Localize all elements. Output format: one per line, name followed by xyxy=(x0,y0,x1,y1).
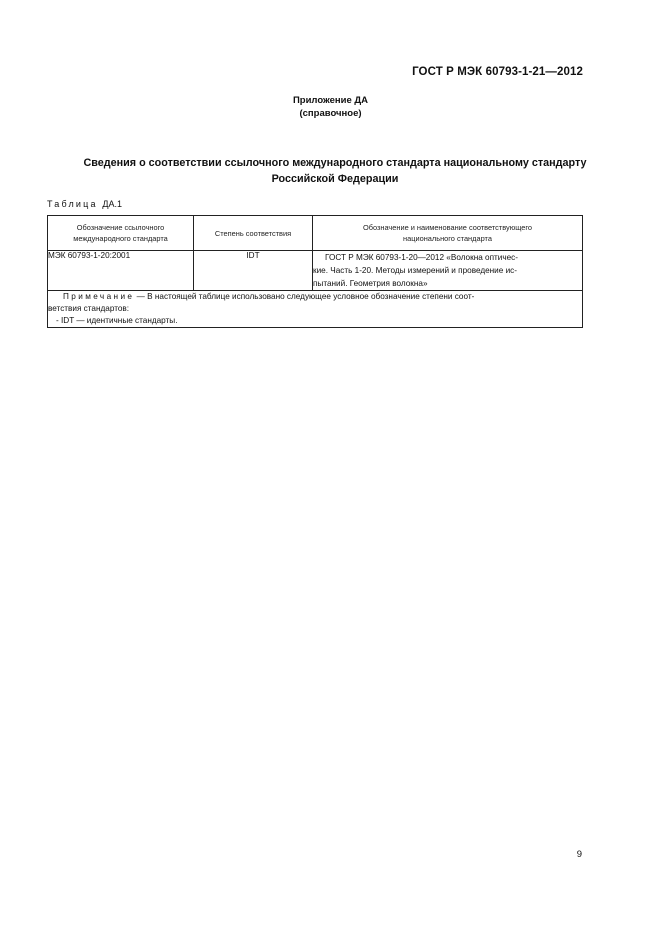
table-row xyxy=(48,251,583,291)
note-item: - IDT — идентичные стандарты. xyxy=(56,316,178,325)
table-note xyxy=(48,291,583,328)
annex-subtitle: (справочное) xyxy=(299,108,362,119)
header-national-standard xyxy=(313,216,583,251)
table-header-row xyxy=(48,216,583,251)
document-code: ГОСТ Р МЭК 60793-1-21—2012 xyxy=(412,66,583,78)
annex-title: Приложение ДА xyxy=(292,95,369,106)
note-label: Примечание xyxy=(63,292,135,301)
section-heading xyxy=(40,155,630,187)
table-caption-number: ДА.1 xyxy=(102,199,123,209)
header-reference-standard xyxy=(48,216,194,251)
page-number: 9 xyxy=(576,849,582,860)
national-line-2: кие. Часть 1-20. Методы измерений и проведение ис- xyxy=(313,266,517,275)
national-line-3: пытаний. Геометрия волокна» xyxy=(313,279,428,288)
cell-reference-standard: МЭК 60793-1-20:2001 xyxy=(48,251,194,291)
national-line-1: ГОСТ Р МЭК 60793-1-20—2012 «Волокна оптичес- xyxy=(325,253,518,262)
section-heading-line-2: Российской Федерации xyxy=(271,173,399,185)
header-national-line-1: Обозначение и наименование соответствующего xyxy=(362,223,533,232)
header-reference-line-1: Обозначение ссылочного xyxy=(76,223,165,232)
cell-national-standard xyxy=(313,251,583,291)
table-caption xyxy=(47,199,122,209)
note-text-1: — В настоящей таблице использовано следующее условное обозначение степени соот- xyxy=(134,292,475,301)
cell-degree: IDT xyxy=(194,251,313,291)
table-note-row xyxy=(48,291,583,328)
section-heading-line-1: Сведения о соответствии ссылочного международного стандарта национальному стандарту xyxy=(83,157,587,169)
header-national-line-2: национального стандарта xyxy=(403,234,492,243)
compliance-table xyxy=(47,215,583,328)
note-text-2: ветствия стандартов: xyxy=(48,304,130,313)
header-reference-line-2: международного стандарта xyxy=(73,234,168,243)
header-degree: Степень соответствия xyxy=(194,216,313,251)
table-caption-label: Таблица xyxy=(47,199,98,209)
note-line-1 xyxy=(48,291,582,303)
